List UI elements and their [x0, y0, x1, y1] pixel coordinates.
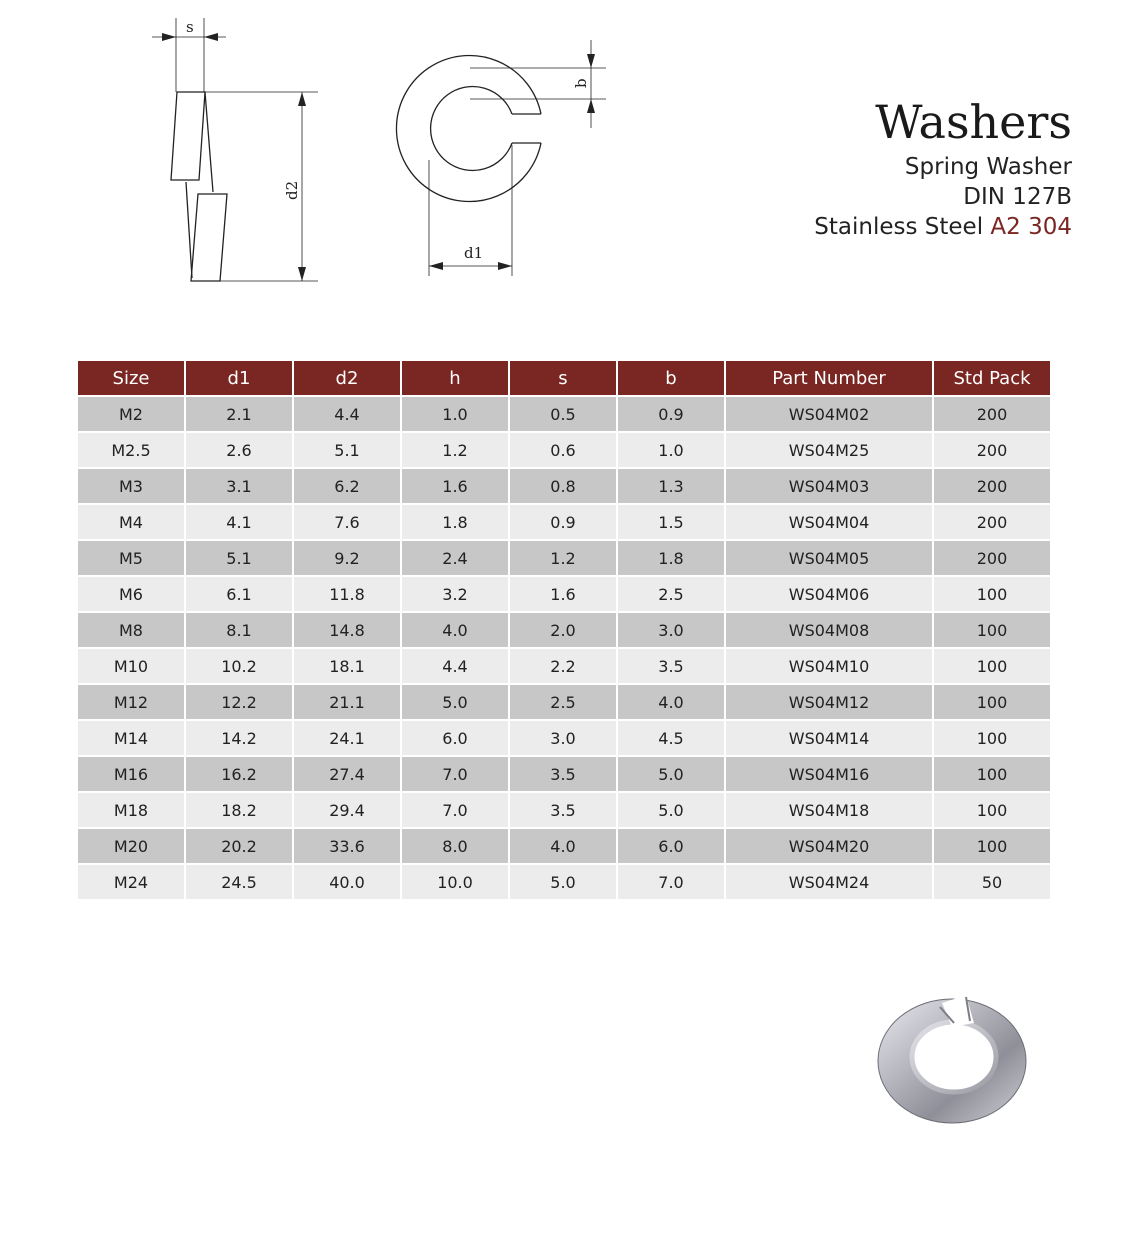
table-cell: WS04M14	[725, 720, 933, 756]
column-header: b	[617, 361, 725, 396]
table-cell: WS04M16	[725, 756, 933, 792]
side-view	[171, 92, 227, 281]
table-cell: 2.1	[185, 396, 293, 432]
table-cell: 0.8	[509, 468, 617, 504]
page-title: Washers	[875, 95, 1072, 149]
table-cell: 200	[933, 396, 1050, 432]
table-cell: 5.0	[509, 864, 617, 899]
table-cell: 2.2	[509, 648, 617, 684]
table-row	[78, 612, 1050, 648]
label-s: s	[186, 18, 194, 36]
table-cell: M8	[78, 612, 185, 648]
column-header: Std Pack	[933, 361, 1050, 396]
table-cell: WS04M04	[725, 504, 933, 540]
table-cell: WS04M08	[725, 612, 933, 648]
column-header: Part Number	[725, 361, 933, 396]
material-line	[814, 212, 1072, 242]
table-cell: 5.0	[617, 792, 725, 828]
table-row	[78, 684, 1050, 720]
table-cell: 10.2	[185, 648, 293, 684]
table-cell: 100	[933, 756, 1050, 792]
table-cell: 24.5	[185, 864, 293, 899]
table-cell: 14.8	[293, 612, 401, 648]
table-cell: 9.2	[293, 540, 401, 576]
table-cell: 1.2	[401, 432, 509, 468]
table-cell: 14.2	[185, 720, 293, 756]
table-cell: 6.0	[401, 720, 509, 756]
table-cell: 29.4	[293, 792, 401, 828]
table-cell: 3.0	[617, 612, 725, 648]
table-cell: WS04M03	[725, 468, 933, 504]
table-row	[78, 468, 1050, 504]
table-cell: 100	[933, 612, 1050, 648]
table-cell: 2.5	[509, 684, 617, 720]
table-cell: 0.6	[509, 432, 617, 468]
table-cell: M6	[78, 576, 185, 612]
table-cell: 1.8	[617, 540, 725, 576]
table-cell: 200	[933, 540, 1050, 576]
table-row	[78, 792, 1050, 828]
table-row	[78, 576, 1050, 612]
table-cell: 2.5	[617, 576, 725, 612]
technical-drawing	[0, 0, 640, 300]
table-cell: 1.8	[401, 504, 509, 540]
table-row	[78, 864, 1050, 899]
table-row	[78, 432, 1050, 468]
table-cell: 3.0	[509, 720, 617, 756]
label-d2: d2	[283, 180, 301, 200]
table-cell: 18.2	[185, 792, 293, 828]
table-cell: 4.0	[401, 612, 509, 648]
material-grade: A2 304	[990, 214, 1072, 240]
table-cell: 200	[933, 432, 1050, 468]
table-row	[78, 756, 1050, 792]
table-cell: WS04M18	[725, 792, 933, 828]
table-cell: 100	[933, 720, 1050, 756]
table-cell: 200	[933, 468, 1050, 504]
table-cell: 18.1	[293, 648, 401, 684]
table-cell: WS04M24	[725, 864, 933, 899]
table-cell: M5	[78, 540, 185, 576]
table-row	[78, 540, 1050, 576]
table-cell: M14	[78, 720, 185, 756]
product-type: Spring Washer	[904, 154, 1072, 180]
table-cell: 4.4	[401, 648, 509, 684]
table-cell: 4.0	[617, 684, 725, 720]
table-cell: 1.0	[401, 396, 509, 432]
table-cell: 100	[933, 792, 1050, 828]
table-cell: 100	[933, 828, 1050, 864]
table-cell: 2.6	[185, 432, 293, 468]
table-cell: 2.4	[401, 540, 509, 576]
table-cell: 5.1	[293, 432, 401, 468]
material-name: Stainless Steel	[814, 214, 984, 240]
table-cell: 50	[933, 864, 1050, 899]
table-cell: 4.5	[617, 720, 725, 756]
table-cell: WS04M10	[725, 648, 933, 684]
table-cell: 10.0	[401, 864, 509, 899]
table-cell: 8.0	[401, 828, 509, 864]
front-view	[396, 56, 541, 202]
table-cell: M16	[78, 756, 185, 792]
column-header: Size	[78, 361, 185, 396]
table-cell: WS04M25	[725, 432, 933, 468]
table-cell: 0.9	[617, 396, 725, 432]
table-cell: 0.9	[509, 504, 617, 540]
table-cell: 5.0	[617, 756, 725, 792]
table-cell: 7.0	[617, 864, 725, 899]
table-cell: WS04M20	[725, 828, 933, 864]
table-cell: M24	[78, 864, 185, 899]
table-cell: 4.0	[509, 828, 617, 864]
table-cell: 100	[933, 576, 1050, 612]
table-cell: 5.1	[185, 540, 293, 576]
table-cell: M20	[78, 828, 185, 864]
table-cell: 2.0	[509, 612, 617, 648]
table-cell: WS04M06	[725, 576, 933, 612]
table-body	[78, 396, 1050, 899]
table-cell: M18	[78, 792, 185, 828]
table-cell: 27.4	[293, 756, 401, 792]
table-cell: 1.2	[509, 540, 617, 576]
table-cell: 4.1	[185, 504, 293, 540]
table-row	[78, 504, 1050, 540]
column-header: d2	[293, 361, 401, 396]
table-cell: M10	[78, 648, 185, 684]
table-cell: 0.5	[509, 396, 617, 432]
table-cell: 1.3	[617, 468, 725, 504]
table-cell: 7.0	[401, 792, 509, 828]
table-cell: 1.6	[509, 576, 617, 612]
label-d1: d1	[464, 244, 484, 262]
table-cell: 7.6	[293, 504, 401, 540]
table-row	[78, 720, 1050, 756]
table-cell: M12	[78, 684, 185, 720]
table-cell: 33.6	[293, 828, 401, 864]
table-cell: M3	[78, 468, 185, 504]
table-cell: 3.1	[185, 468, 293, 504]
table-cell: 40.0	[293, 864, 401, 899]
standard-code: DIN 127B	[963, 184, 1072, 210]
table-cell: 4.4	[293, 396, 401, 432]
table-cell: 3.2	[401, 576, 509, 612]
table-cell: 5.0	[401, 684, 509, 720]
label-b: b	[572, 78, 590, 88]
table-cell: 7.0	[401, 756, 509, 792]
table-cell: 6.2	[293, 468, 401, 504]
table-cell: 1.6	[401, 468, 509, 504]
table-cell: M4	[78, 504, 185, 540]
table-cell: 20.2	[185, 828, 293, 864]
table-cell: 21.1	[293, 684, 401, 720]
table-cell: 8.1	[185, 612, 293, 648]
table-row	[78, 396, 1050, 432]
table-cell: 100	[933, 684, 1050, 720]
table-cell: 3.5	[509, 792, 617, 828]
table-cell: 12.2	[185, 684, 293, 720]
column-header: s	[509, 361, 617, 396]
table-cell: 6.1	[185, 576, 293, 612]
table-cell: WS04M05	[725, 540, 933, 576]
table-cell: 3.5	[509, 756, 617, 792]
table-cell: 16.2	[185, 756, 293, 792]
table-cell: 200	[933, 504, 1050, 540]
table-cell: 1.5	[617, 504, 725, 540]
spring-washer-photo	[870, 975, 1040, 1125]
table-cell: 1.0	[617, 432, 725, 468]
table-cell: M2.5	[78, 432, 185, 468]
product-heading	[814, 92, 1072, 242]
table-cell: M2	[78, 396, 185, 432]
table-cell: 100	[933, 648, 1050, 684]
table-cell: 24.1	[293, 720, 401, 756]
table-cell: 11.8	[293, 576, 401, 612]
table-cell: WS04M12	[725, 684, 933, 720]
table-row	[78, 648, 1050, 684]
table-cell: 3.5	[617, 648, 725, 684]
spec-table	[78, 361, 1050, 899]
table-cell: 6.0	[617, 828, 725, 864]
table-header-row	[78, 361, 1050, 396]
column-header: d1	[185, 361, 293, 396]
table-row	[78, 828, 1050, 864]
table-cell: WS04M02	[725, 396, 933, 432]
column-header: h	[401, 361, 509, 396]
